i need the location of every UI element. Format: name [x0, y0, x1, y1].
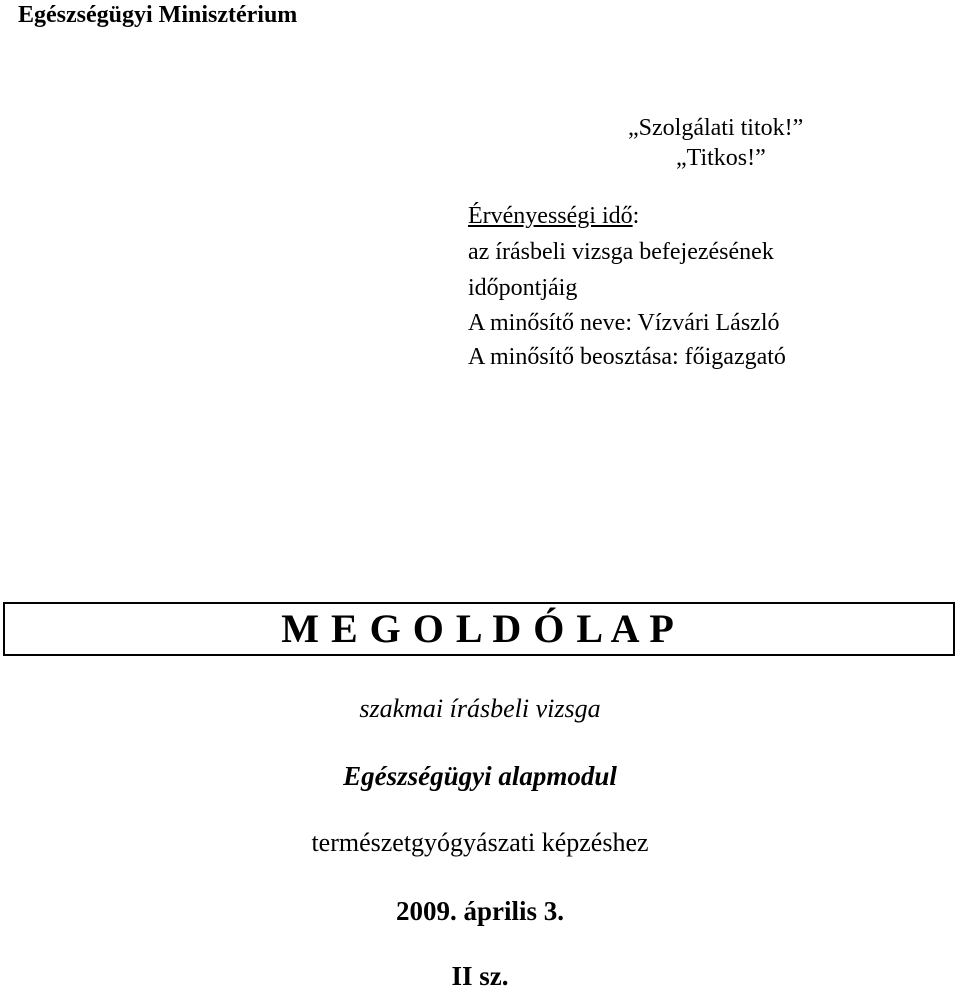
document-title-box [3, 602, 955, 656]
module-name: Egészségügyi alapmodul [343, 761, 617, 791]
validity-block [468, 198, 948, 374]
classification-secret-service: „Szolgálati titok!” [628, 115, 804, 141]
validity-label: Érvényességi idő [468, 203, 633, 229]
exam-date: 2009. április 3. [395, 896, 564, 926]
validity-label-row [468, 198, 948, 234]
classification-secret: „Titkos!” [676, 145, 766, 171]
validity-line-3: időpontjáig [468, 275, 578, 301]
document-title: M E G O L D Ó L A P [281, 606, 675, 651]
exam-subtitle: szakmai írásbeli vizsga [359, 694, 601, 723]
grader-name: A minősítő neve: Vízvári László [468, 310, 780, 336]
classification-block [620, 112, 950, 174]
grader-position: A minősítő beosztása: főigazgató [468, 344, 786, 370]
training-name: természetgyógyászati képzéshez [311, 828, 649, 857]
series-number: II sz. [451, 961, 509, 991]
ministry-header: Egészségügyi Minisztérium [18, 2, 298, 28]
validity-line-2: az írásbeli vizsga befejezésének [468, 239, 774, 265]
validity-colon: : [632, 203, 640, 229]
